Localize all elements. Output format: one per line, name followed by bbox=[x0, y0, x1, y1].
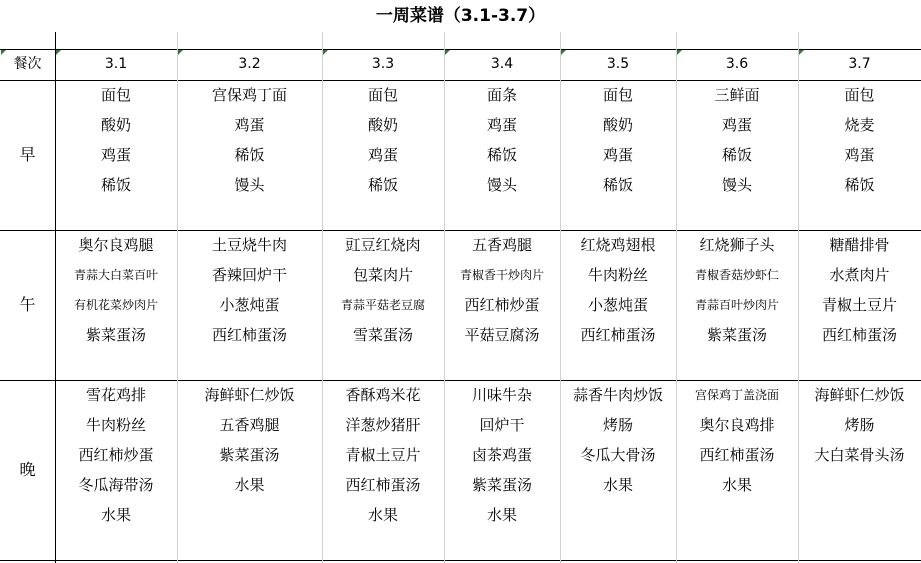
menu-cell: 青椒香干炒肉片 bbox=[459, 268, 544, 282]
menu-cell: 雪菜蛋汤 bbox=[352, 326, 413, 344]
menu-cell: 面条 bbox=[486, 86, 517, 104]
column-divider bbox=[560, 32, 561, 563]
menu-cell: 糖醋排骨 bbox=[829, 236, 890, 254]
menu-cell: 海鲜虾仁炒饭 bbox=[204, 386, 295, 404]
menu-cell: 水果 bbox=[486, 506, 517, 524]
menu-cell bbox=[560, 500, 676, 530]
menu-cell bbox=[676, 350, 798, 380]
menu-cell: 西红柿蛋汤 bbox=[580, 326, 656, 344]
menu-cell: 洋葱炒猪肝 bbox=[345, 416, 421, 434]
menu-cell: 奥尔良鸡腿 bbox=[78, 236, 154, 254]
column-divider bbox=[676, 32, 677, 563]
menu-cell bbox=[798, 350, 921, 380]
menu-cell: 牛肉粉丝 bbox=[85, 416, 146, 434]
cell-marker-icon bbox=[56, 50, 61, 55]
date-header: 3.7 bbox=[848, 56, 871, 72]
menu-cell: 包菜肉片 bbox=[352, 266, 413, 284]
date-header: 3.2 bbox=[238, 56, 261, 72]
menu-cell: 稀饭 bbox=[721, 146, 752, 164]
row-divider bbox=[0, 560, 921, 561]
menu-cell: 鸡蛋 bbox=[602, 146, 633, 164]
menu-cell: 冬瓜大骨汤 bbox=[580, 446, 656, 464]
menu-cell: 香酥鸡米花 bbox=[345, 386, 421, 404]
menu-cell: 豇豆红烧肉 bbox=[345, 236, 421, 254]
menu-cell: 馒头 bbox=[486, 176, 517, 194]
menu-cell bbox=[322, 200, 444, 230]
menu-cell: 牛肉粉丝 bbox=[587, 266, 648, 284]
menu-cell: 面包 bbox=[844, 86, 875, 104]
menu-cell: 面包 bbox=[367, 86, 398, 104]
menu-cell: 西红柿蛋汤 bbox=[211, 326, 287, 344]
menu-cell bbox=[560, 350, 676, 380]
column-divider bbox=[322, 32, 323, 563]
menu-cell: 平菇豆腐汤 bbox=[464, 326, 540, 344]
menu-cell bbox=[676, 500, 798, 530]
cell-marker-icon bbox=[178, 50, 183, 55]
menu-cell: 宫保鸡丁盖浇面 bbox=[694, 388, 779, 402]
menu-cell: 稀饭 bbox=[844, 176, 875, 194]
date-header: 3.6 bbox=[725, 56, 749, 72]
menu-cell: 海鲜虾仁炒饭 bbox=[814, 386, 905, 404]
menu-cell: 鸡蛋 bbox=[844, 146, 875, 164]
menu-cell: 鸡蛋 bbox=[100, 146, 131, 164]
menu-cell: 小葱炖蛋 bbox=[587, 296, 648, 314]
menu-cell: 青椒土豆片 bbox=[821, 296, 897, 314]
row-divider bbox=[0, 230, 921, 231]
menu-cell: 青蒜百叶炒肉片 bbox=[694, 298, 779, 312]
date-header: 3.5 bbox=[606, 56, 630, 72]
menu-cell: 烤肠 bbox=[844, 416, 875, 434]
cell-marker-icon bbox=[677, 50, 682, 55]
meal-label: 早 bbox=[19, 145, 36, 164]
menu-cell: 五香鸡腿 bbox=[219, 416, 280, 434]
menu-cell bbox=[444, 200, 560, 230]
menu-cell bbox=[676, 530, 798, 560]
menu-cell: 紫菜蛋汤 bbox=[706, 326, 767, 344]
menu-cell: 大白菜骨头汤 bbox=[814, 446, 905, 464]
menu-cell bbox=[55, 350, 177, 380]
menu-cell: 水果 bbox=[602, 476, 633, 494]
menu-cell: 雪花鸡排 bbox=[85, 386, 146, 404]
menu-cell: 奥尔良鸡排 bbox=[699, 416, 775, 434]
cell-marker-icon bbox=[1, 50, 6, 55]
menu-cell bbox=[676, 200, 798, 230]
menu-cell: 酸奶 bbox=[602, 116, 633, 134]
column-divider bbox=[444, 32, 445, 563]
menu-cell: 水果 bbox=[100, 506, 131, 524]
menu-cell: 水煮肉片 bbox=[829, 266, 890, 284]
column-divider bbox=[55, 32, 56, 563]
menu-cell: 青蒜平菇老豆腐 bbox=[340, 298, 425, 312]
menu-cell bbox=[560, 200, 676, 230]
menu-cell: 稀饭 bbox=[367, 176, 398, 194]
menu-cell: 西红柿蛋汤 bbox=[699, 446, 775, 464]
menu-cell: 香辣回炉干 bbox=[211, 266, 287, 284]
menu-cell: 川味牛杂 bbox=[471, 386, 532, 404]
cell-marker-icon bbox=[799, 50, 804, 55]
menu-cell: 鸡蛋 bbox=[234, 116, 265, 134]
menu-cell bbox=[322, 350, 444, 380]
menu-cell: 馒头 bbox=[721, 176, 752, 194]
meal-label: 晚 bbox=[19, 460, 36, 479]
date-header: 3.4 bbox=[490, 56, 514, 72]
menu-cell: 冬瓜海带汤 bbox=[78, 476, 154, 494]
menu-cell bbox=[55, 530, 177, 560]
menu-cell: 水果 bbox=[721, 476, 752, 494]
page-title: 一周菜谱（3.1-3.7） bbox=[375, 6, 546, 26]
menu-cell bbox=[798, 500, 921, 530]
menu-cell: 西红柿炒蛋 bbox=[464, 296, 540, 314]
menu-cell: 水果 bbox=[234, 476, 265, 494]
menu-cell: 面包 bbox=[602, 86, 633, 104]
menu-cell bbox=[177, 200, 322, 230]
menu-cell: 三鲜面 bbox=[714, 86, 760, 104]
menu-cell: 青蒜大白菜百叶 bbox=[73, 268, 158, 282]
menu-cell: 馒头 bbox=[234, 176, 265, 194]
menu-cell: 宫保鸡丁面 bbox=[211, 86, 287, 104]
menu-cell bbox=[798, 470, 921, 500]
menu-cell: 回炉干 bbox=[479, 416, 525, 434]
menu-cell: 西红柿蛋汤 bbox=[345, 476, 421, 494]
menu-cell: 面包 bbox=[100, 86, 131, 104]
meal-label: 午 bbox=[19, 295, 36, 314]
menu-cell: 五香鸡腿 bbox=[471, 236, 532, 254]
menu-cell: 青椒香菇炒虾仁 bbox=[694, 268, 779, 282]
menu-cell: 小葱炖蛋 bbox=[219, 296, 280, 314]
menu-cell: 稀饭 bbox=[100, 176, 131, 194]
cell-marker-icon bbox=[561, 50, 566, 55]
menu-cell bbox=[322, 530, 444, 560]
menu-cell bbox=[444, 350, 560, 380]
menu-cell: 鸡蛋 bbox=[721, 116, 752, 134]
column-divider bbox=[177, 32, 178, 563]
menu-cell: 西红柿炒蛋 bbox=[78, 446, 154, 464]
header-corner: 餐次 bbox=[13, 56, 42, 72]
menu-cell: 红烧狮子头 bbox=[699, 236, 775, 254]
menu-cell bbox=[177, 500, 322, 530]
menu-cell: 烤肠 bbox=[602, 416, 633, 434]
menu-cell: 稀饭 bbox=[486, 146, 517, 164]
menu-cell bbox=[177, 530, 322, 560]
menu-cell: 土豆烧牛肉 bbox=[211, 236, 287, 254]
menu-cell bbox=[798, 530, 921, 560]
menu-table bbox=[0, 32, 921, 563]
menu-cell: 蒜香牛肉炒饭 bbox=[572, 386, 663, 404]
menu-cell: 酸奶 bbox=[100, 116, 131, 134]
menu-cell: 水果 bbox=[367, 506, 398, 524]
menu-cell: 有机花菜炒肉片 bbox=[73, 298, 158, 312]
menu-cell: 稀饭 bbox=[234, 146, 265, 164]
cell-marker-icon bbox=[445, 50, 450, 55]
menu-cell bbox=[177, 350, 322, 380]
cell-marker-icon bbox=[323, 50, 328, 55]
menu-cell bbox=[560, 530, 676, 560]
menu-cell bbox=[444, 530, 560, 560]
menu-cell bbox=[55, 200, 177, 230]
date-header: 3.1 bbox=[104, 56, 128, 72]
menu-cell: 红烧鸡翅根 bbox=[580, 236, 656, 254]
menu-cell: 烧麦 bbox=[844, 116, 875, 134]
menu-cell: 酸奶 bbox=[367, 116, 398, 134]
menu-cell bbox=[798, 200, 921, 230]
menu-cell: 稀饭 bbox=[602, 176, 633, 194]
menu-cell: 紫菜蛋汤 bbox=[219, 446, 280, 464]
menu-cell: 卤茶鸡蛋 bbox=[471, 446, 532, 464]
menu-cell: 青椒土豆片 bbox=[345, 446, 421, 464]
row-divider bbox=[0, 80, 921, 81]
menu-cell: 西红柿蛋汤 bbox=[821, 326, 897, 344]
menu-cell: 鸡蛋 bbox=[367, 146, 398, 164]
menu-cell: 鸡蛋 bbox=[486, 116, 517, 134]
row-divider bbox=[0, 380, 921, 381]
menu-cell: 紫菜蛋汤 bbox=[85, 326, 146, 344]
row-divider bbox=[0, 49, 921, 50]
column-divider bbox=[798, 32, 799, 563]
menu-cell: 紫菜蛋汤 bbox=[471, 476, 532, 494]
date-header: 3.3 bbox=[371, 56, 395, 72]
